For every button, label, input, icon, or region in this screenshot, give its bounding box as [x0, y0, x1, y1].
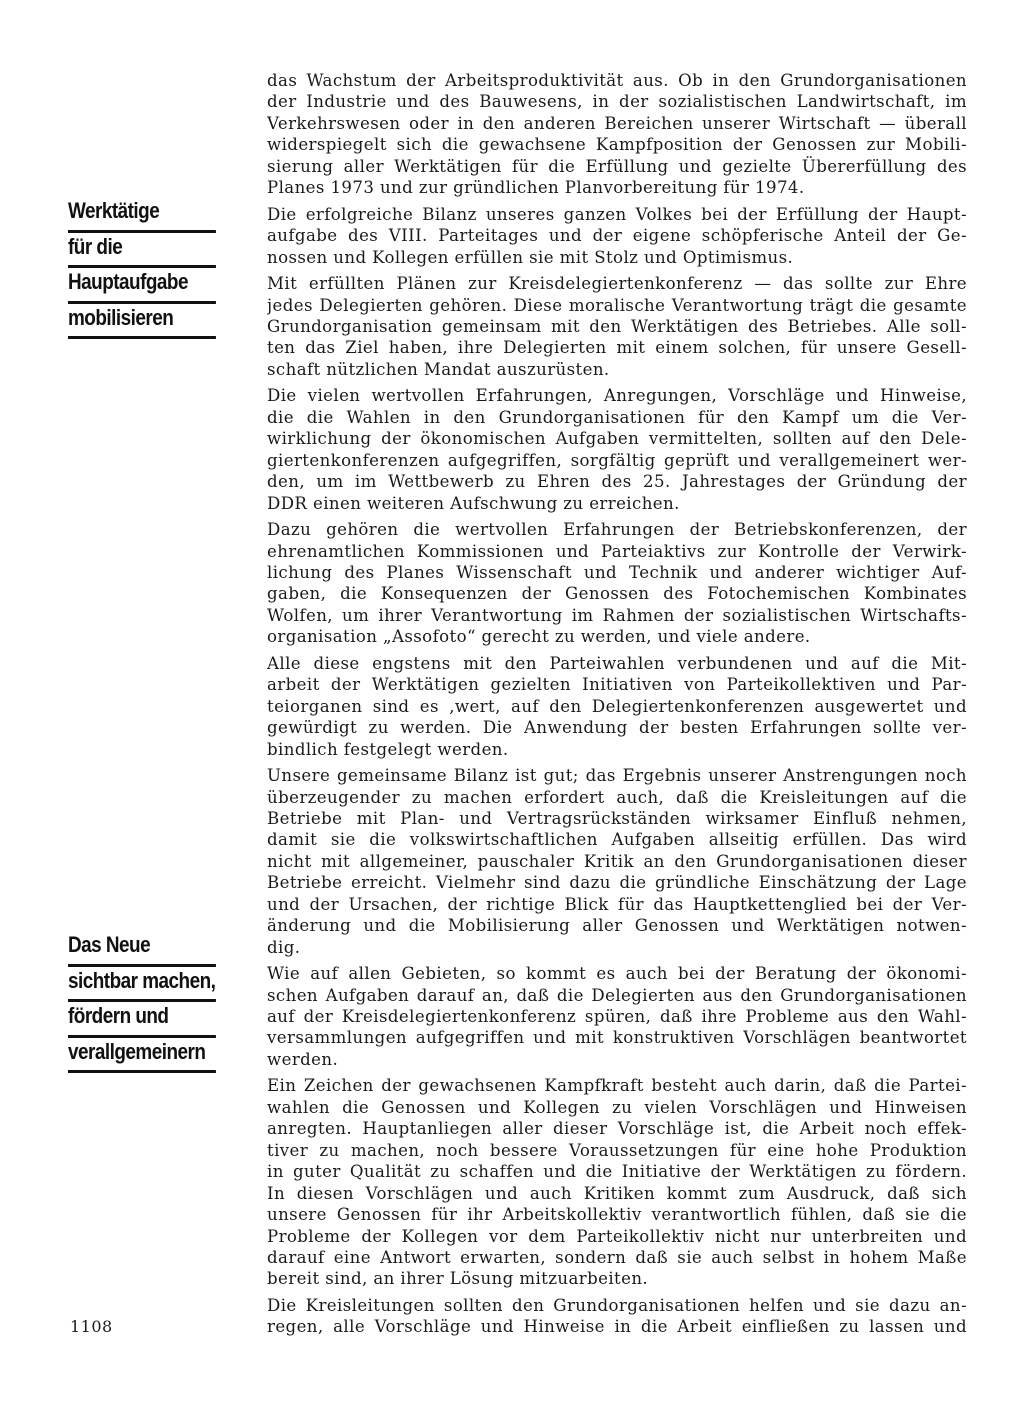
sidebar-heading: [68, 931, 240, 1073]
paragraph: [267, 963, 967, 1070]
text-line: in guter Qualität zu schaffen und die Initiative der Werktätigen zu fördern.: [267, 1162, 967, 1182]
text-line: arbeit der Werktätigen gezielten Initiativen von Parteikollektiven und Par-: [267, 675, 967, 695]
sidebar-heading-line: Werktätige: [68, 197, 216, 233]
text-line: änderung und die Mobilisierung aller Genossen und Werktätigen notwen-: [267, 916, 967, 936]
text-line: Grundorganisation gemeinsam mit den Werktätigen des Betriebes. Alle soll-: [267, 316, 967, 336]
text-line: damit sie die volkswirtschaftlichen Aufgaben allseitig erfüllen. Das wird: [267, 830, 967, 850]
text-line: der Industrie und des Bauwesens, in der sozialistischen Landwirtschaft, im: [267, 92, 967, 112]
text-line: ehrenamtlichen Kommissionen und Parteiaktivs zur Kontrolle der Verwirk-: [267, 541, 967, 561]
text-line: Dazu gehören die wertvollen Erfahrungen der Betriebskonferenzen, der: [267, 520, 967, 540]
text-line: aufgabe des VIII. Parteitages und der eigene schöpferische Anteil der Ge-: [267, 226, 967, 246]
sidebar-heading-line: Das Neue: [68, 931, 216, 967]
text-line: teiorganen sind es ‚wert, auf den Delegiertenkonferenzen ausgewertet und: [267, 696, 967, 716]
text-line: Die erfolgreiche Bilanz unseres ganzen Volkes bei der Erfüllung der Haupt-: [267, 204, 967, 224]
sidebar-heading: [68, 197, 240, 339]
text-line: lichung des Planes Wissenschaft und Technik und anderer wichtiger Auf-: [267, 562, 967, 582]
paragraph: [267, 385, 967, 514]
sidebar-heading-line: für die: [68, 233, 216, 269]
page-number: 1108: [70, 1317, 113, 1336]
text-line: ten das Ziel haben, ihre Delegierten mit einem solchen, für unsere Gesell-: [267, 338, 967, 358]
text-line: Unsere gemeinsame Bilanz ist gut; das Ergebnis unserer Anstrengungen noch: [267, 766, 967, 786]
text-line: schaft nützlichen Mandat auszurüsten.: [267, 359, 610, 379]
text-line: Betriebe erreicht. Vielmehr sind dazu die gründliche Einschätzung der Lage: [267, 873, 967, 893]
text-line: nicht mit allgemeiner, pauschaler Kritik an den Grundorganisationen dieser: [267, 851, 967, 871]
text-line: und der Ursachen, der richtige Blick für das Hauptkettenglied bei der Ver-: [267, 894, 967, 914]
text-line: widerspiegelt sich die gewachsene Kampfposition der Genossen zur Mobili-: [267, 135, 967, 155]
text-line: unsere Genossen für ihr Arbeitskollektiv verantwortlich fühlen, daß sie die: [267, 1205, 967, 1225]
text-line: dig.: [267, 937, 301, 957]
text-line: darauf eine Antwort erwarten, sondern daß sie auch selbst in hohem Maße: [267, 1248, 967, 1268]
sidebar-heading-line: fördern und: [68, 1002, 216, 1038]
paragraph: [267, 273, 967, 380]
body-text-column: [267, 70, 967, 1343]
text-line: das Wachstum der Arbeitsproduktivität aus. Ob in den Grundorganisationen: [267, 71, 967, 90]
text-line: anregten. Hauptanliegen aller dieser Vorschläge ist, die Arbeit noch effek-: [267, 1119, 967, 1139]
text-line: wahlen die Genossen und Kollegen zu vielen Vorschlägen und Hinweisen: [267, 1097, 967, 1117]
sidebar-heading-line: mobilisieren: [68, 304, 216, 340]
text-line: schen Aufgaben darauf an, daß die Delegierten aus den Grundorganisationen: [267, 985, 967, 1005]
text-line: auf der Kreisdelegiertenkonferenz spüren, daß ihre Probleme aus den Wahl-: [267, 1007, 967, 1027]
paragraph: [267, 70, 967, 199]
paragraph: [267, 1295, 967, 1338]
text-line: gewürdigt zu werden. Die Anwendung der besten Erfahrungen sollte ver-: [267, 718, 967, 738]
text-line: In diesen Vorschlägen und auch Kritiken kommt zum Ausdruck, daß sich: [267, 1183, 967, 1203]
sidebar-heading-line: sichtbar machen,: [68, 967, 216, 1003]
paragraph: [267, 653, 967, 760]
text-line: regen, alle Vorschläge und Hinweise in die Arbeit einfließen zu lassen und: [267, 1317, 967, 1337]
text-line: Planes 1973 und zur gründlichen Planvorbereitung für 1974.: [267, 178, 805, 198]
text-line: Ein Zeichen der gewachsenen Kampfkraft besteht auch darin, daß die Partei-: [267, 1076, 967, 1096]
text-line: Mit erfüllten Plänen zur Kreisdelegiertenkonferenz — das sollte zur Ehre: [267, 274, 967, 294]
text-line: tiver zu machen, noch bessere Voraussetzungen für eine hohe Produktion: [267, 1140, 967, 1160]
paragraph: [267, 519, 967, 648]
text-line: organisation „Assofoto“ gerecht zu werden, und viele andere.: [267, 627, 811, 647]
text-line: Betriebe mit Plan- und Vertragsrückständen wirksamer Einfluß nehmen,: [267, 808, 967, 828]
text-line: werden.: [267, 1049, 339, 1069]
text-line: bereit sind, an ihrer Lösung mitzuarbeiten.: [267, 1269, 649, 1289]
text-line: Wie auf allen Gebieten, so kommt es auch bei der Beratung der ökonomi-: [267, 964, 967, 984]
paragraph: [267, 1075, 967, 1290]
text-line: sierung aller Werktätigen für die Erfüllung und gezielte Übererfüllung des: [267, 156, 967, 176]
text-line: DDR einen weiteren Aufschwung zu erreichen.: [267, 493, 680, 513]
text-line: bindlich festgelegt werden.: [267, 739, 509, 759]
text-line: den, um im Wettbewerb zu Ehren des 25. Jahrestages der Gründung der: [267, 472, 967, 492]
text-line: gaben, die Konsequenzen der Genossen des Fotochemischen Kombinates: [267, 584, 967, 604]
text-line: Probleme der Kollegen vor dem Parteikollektiv nicht nur unterbreiten und: [267, 1226, 967, 1246]
text-line: Die Kreisleitungen sollten den Grundorganisationen helfen und sie dazu an-: [267, 1295, 967, 1315]
sidebar-heading-line: verallgemeinern: [68, 1038, 216, 1074]
text-line: jedes Delegierten gehören. Diese moralische Verantwortung trägt die gesamte: [267, 295, 967, 315]
text-line: Wolfen, um ihrer Verantwortung im Rahmen der sozialistischen Wirtschafts-: [267, 605, 967, 625]
text-line: nossen und Kollegen erfüllen sie mit Stolz und Optimismus.: [267, 247, 794, 267]
sidebar-heading-line: Hauptaufgabe: [68, 268, 216, 304]
text-line: giertenkonferenzen aufgegriffen, sorgfältig geprüft und verallgemeinert wer-: [267, 450, 967, 470]
text-line: Verkehrswesen oder in den anderen Bereichen unserer Wirtschaft — überall: [267, 113, 967, 133]
text-line: Alle diese engstens mit den Parteiwahlen verbundenen und auf die Mit-: [267, 653, 967, 673]
paragraph: [267, 765, 967, 958]
text-line: wirklichung der ökonomischen Aufgaben vermittelten, sollten auf den Dele-: [267, 429, 967, 449]
text-line: Die vielen wertvollen Erfahrungen, Anregungen, Vorschläge und Hinweise,: [267, 386, 967, 406]
paragraph: [267, 204, 967, 268]
text-line: die die Wahlen in den Grundorganisationen für den Kampf um die Ver-: [267, 407, 967, 427]
text-line: versammlungen aufgegriffen und mit konstruktiven Vorschlägen beantwortet: [267, 1028, 967, 1048]
text-line: überzeugender zu machen erfordert auch, daß die Kreisleitungen auf die: [267, 787, 967, 807]
